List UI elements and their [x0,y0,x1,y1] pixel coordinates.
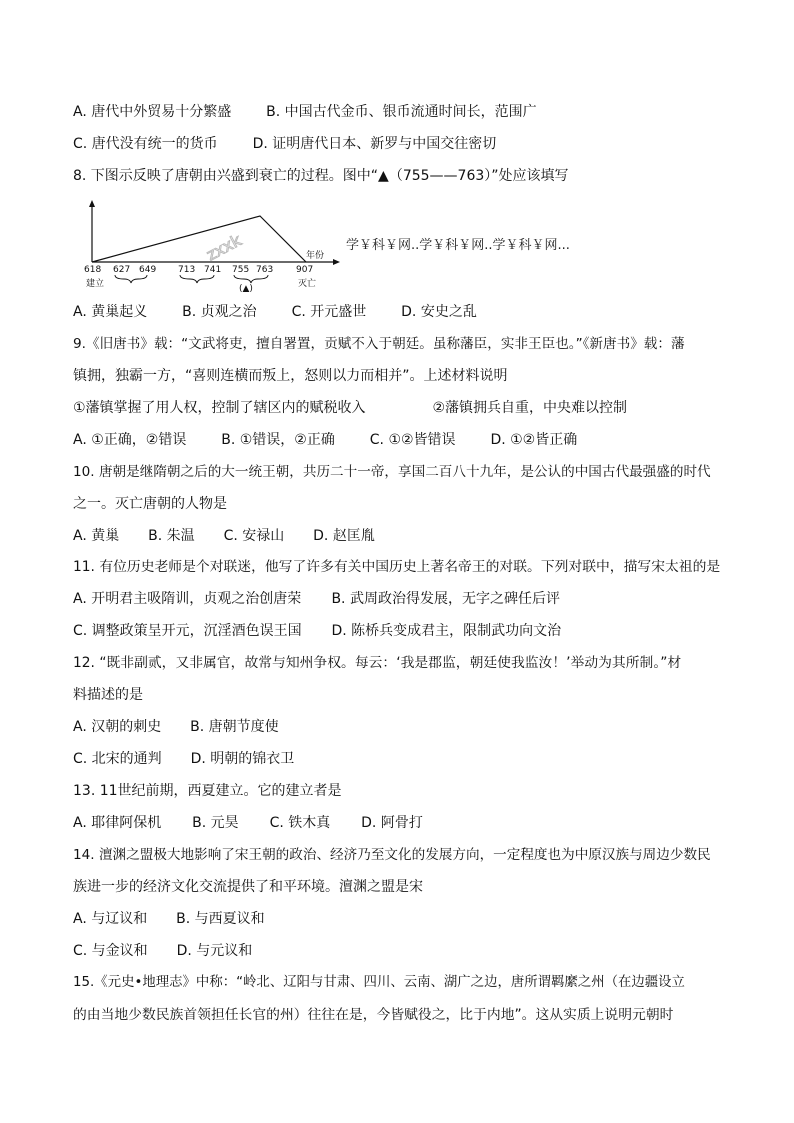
q12-option-c[interactable]: C. 北宋的通判 [73,751,162,767]
brace-755-763 [234,275,268,283]
q12-option-a[interactable]: A. 汉朝的刺史 [73,719,162,735]
q9-stem-line1: 9.《旧唐书》载：“文武将吏，擅自署置，贡赋不入于朝廷。虽称藩臣，实非王臣也。”《新唐书》载：藩 [73,336,685,352]
q11-options-row1 [73,590,560,608]
q9-stem-line2: 镇拥，独霸一方，“喜则连横而叛上，怒则以力而相并”。上述材料说明 [73,368,508,384]
tick-741: 741 [204,265,222,275]
q8-timeline-diagram [84,200,344,292]
q14-options-row1 [73,910,265,928]
q7-options-row2 [73,135,496,153]
q12-stem-line1: 12. “既非副贰，又非属官，故常与知州争权。每云：‘我是郡监，朝廷使我监汝！’举动为其所制。”材 [73,655,682,671]
q13-options [73,814,423,832]
q9-statement-1: ①藩镇掌握了用人权，控制了辖区内的赋税收入 [73,400,366,416]
watermark: zxxk [203,230,245,265]
tick-649: 649 [139,265,157,275]
q7-option-a[interactable]: A. 唐代中外贸易十分繁盛 [73,104,232,120]
timeline-trend-line [92,216,306,265]
q7-options-row1 [73,103,537,121]
q12-option-b[interactable]: B. 唐朝节度使 [190,719,279,735]
brace-627-649 [115,275,147,283]
q14-options-row2 [73,942,252,960]
q13-option-a[interactable]: A. 耶律阿保机 [73,815,162,831]
tick-763: 763 [256,265,274,275]
tick-907: 907 [296,265,314,275]
q8-stem: 8. 下图示反映了唐朝由兴盛到衰亡的过程。图中“▲（755——763）”处应该填写 [73,168,569,184]
q9-option-d[interactable]: D. ①②皆正确 [490,432,578,448]
q10-option-c[interactable]: C. 安禄山 [223,528,285,544]
label-end: 灭亡 [298,279,317,289]
q13-option-b[interactable]: B. 元昊 [192,815,239,831]
q7-option-d[interactable]: D. 证明唐代日本、新罗与中国交往密切 [252,136,497,152]
q14-option-d[interactable]: D. 与元议和 [176,943,253,959]
q9-option-c[interactable]: C. ①②皆错误 [369,432,456,448]
label-start: 建立 [86,279,105,289]
q11-stem: 11. 有位历史老师是个对联迷，他写了许多有关中国历史上著名帝王的对联。下列对联中，描写宋太祖的是 [73,559,721,575]
q13-option-c[interactable]: C. 铁木真 [269,815,331,831]
q15-stem-line2: 的由当地少数民族首领担任长官的州）往往在是，今皆赋役之，比于内地”。这从实质上说明元朝时 [73,1007,674,1023]
q9-statement-2: ②藩镇拥兵自重，中央难以控制 [432,400,628,416]
q14-stem-line2: 族进一步的经济文化交流提供了和平环境。澶渊之盟是宋 [73,879,423,895]
timeline-x-arrow [333,259,340,265]
q13-option-d[interactable]: D. 阿骨打 [361,815,423,831]
q11-option-b[interactable]: B. 武周政治得发展，无字之碑任后评 [331,591,560,607]
brace-713-741 [180,275,214,283]
q7-option-c[interactable]: C. 唐代没有统一的货币 [73,136,218,152]
q15-stem-line1: 15.《元史•地理志》中称：“岭北、辽阳与甘肃、四川、云南、湖广之边，唐所谓羁縻之州（在边疆设立 [73,975,685,990]
q8-option-d[interactable]: D. 安史之乱 [401,304,477,320]
q11-options-row2 [73,622,561,640]
q12-stem-line2: 料描述的是 [73,687,143,703]
q8-option-c[interactable]: C. 开元盛世 [291,304,367,320]
q10-option-b[interactable]: B. 朱温 [148,528,195,544]
tick-713: 713 [178,265,196,275]
timeline-y-arrow [89,200,95,207]
q11-option-c[interactable]: C. 调整政策呈开元，沉淫酒色误王国 [73,623,302,639]
q10-stem-line2: 之一。灭亡唐朝的人物是 [73,496,227,512]
q10-options [73,527,375,545]
q8-option-b[interactable]: B. 贞观之治 [182,304,257,320]
q14-option-c[interactable]: C. 与金议和 [73,943,148,959]
q8-side-text: 学￥科￥网..学￥科￥网..学￥科￥网... [346,238,570,253]
q14-option-a[interactable]: A. 与辽议和 [73,911,148,927]
tick-755: 755 [232,265,250,275]
q8-option-a[interactable]: A. 黄巢起义 [73,304,148,320]
q9-option-a[interactable]: A. ①正确，②错误 [73,432,187,448]
q12-option-d[interactable]: D. 明朝的锦衣卫 [190,751,295,767]
tick-627: 627 [113,265,131,275]
q8-options [73,303,477,321]
q9-option-b[interactable]: B. ①错误，②正确 [221,432,335,448]
label-marker: (▲) [239,284,253,292]
timeline-axis-label: 年份 [306,251,325,261]
q11-option-d[interactable]: D. 陈桥兵变成君主，限制武功向文治 [331,623,562,639]
q11-option-a[interactable]: A. 开明君主吸隋训，贞观之治创唐荣 [73,591,302,607]
q14-option-b[interactable]: B. 与西夏议和 [176,911,265,927]
q13-stem: 13. 11世纪前期，西夏建立。它的建立者是 [73,783,342,799]
tick-618: 618 [84,265,102,275]
q10-stem-line1: 10. 唐朝是继隋朝之后的大一统王朝，共历二十一帝，享国二百八十九年，是公认的中国古代最强盛的时代 [73,464,711,480]
q10-option-d[interactable]: D. 赵匡胤 [313,528,375,544]
q14-stem-line1: 14. 澶渊之盟极大地影响了宋王朝的政治、经济乃至文化的发展方向，一定程度也为中原汉族与周边少数民 [73,847,711,863]
q12-options-row2 [73,750,294,768]
q10-option-a[interactable]: A. 黄巢 [73,528,120,544]
q9-options [73,431,577,449]
q7-option-b[interactable]: B. 中国古代金币、银币流通时间长，范围广 [266,104,537,120]
q9-statements [73,399,627,417]
q12-options-row1 [73,718,279,736]
